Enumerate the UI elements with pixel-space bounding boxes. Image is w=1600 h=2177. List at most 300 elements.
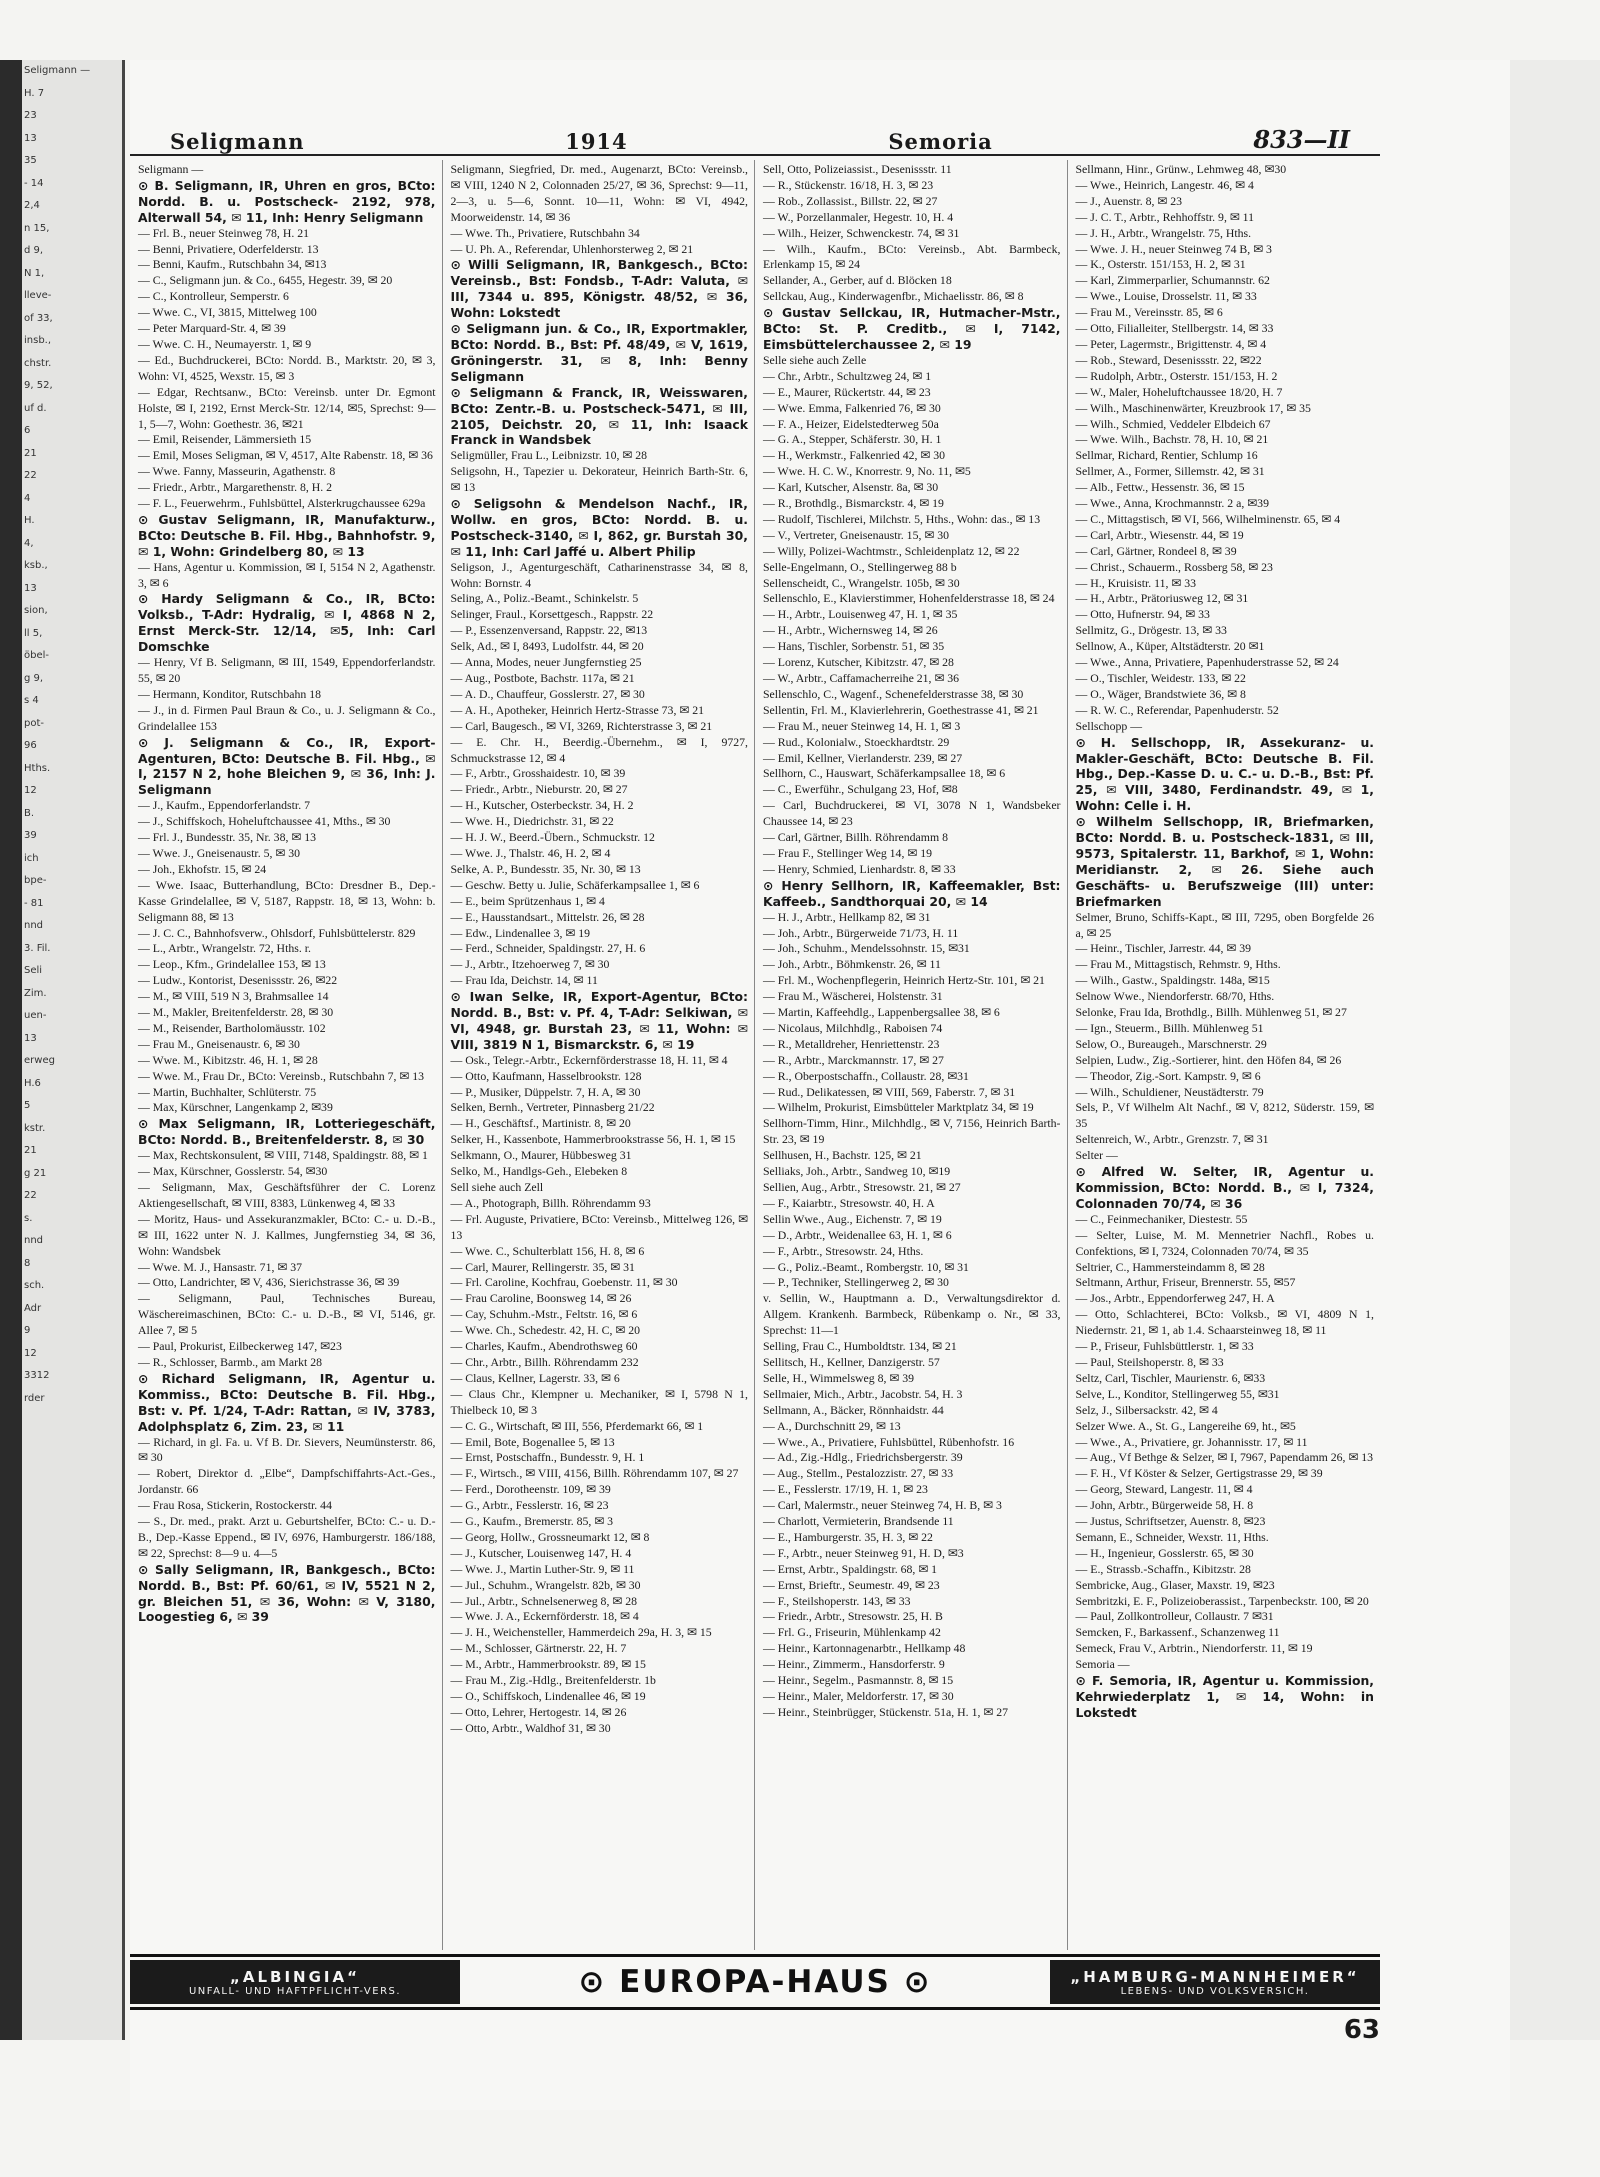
- left-page-fragment: bpe-: [24, 875, 47, 886]
- directory-entry: — Claus, Kellner, Lagerstr. 33, ✉ 6: [450, 1370, 620, 1385]
- directory-entry: — V., Vertreter, Gneisenaustr. 15, ✉ 30: [763, 527, 950, 542]
- header-year: 1914: [565, 129, 628, 154]
- directory-entry: — Heinr., Kartonnagenarbtr., Hellkamp 48: [763, 1641, 966, 1656]
- directory-entry: — Jul., Arbtr., Schnelsenerweg 8, ✉ 28: [450, 1593, 637, 1608]
- directory-entry: — Ferd., Dorotheenstr. 109, ✉ 39: [450, 1482, 611, 1497]
- directory-entry: — L., Arbtr., Wrangelstr. 72, Hths. r.: [138, 941, 311, 956]
- directory-entry: Selle, H., Wimmelsweg 8, ✉ 39: [763, 1370, 915, 1385]
- directory-entry: — E. Chr. H., Beerdig.-Übernehm., ✉ I, 9727, Schmuckstrasse 12, ✉ 4: [450, 734, 748, 765]
- directory-entry: — H., Kruisistr. 11, ✉ 33: [1075, 575, 1197, 590]
- directory-entry: Sellentin, Frl. M., Klavierlehrerin, Goethestrasse 41, ✉ 21: [763, 702, 1039, 717]
- left-page-fragment: - 81: [24, 897, 44, 909]
- directory-entry: Sellmer, A., Former, Sillemstr. 42, ✉ 31: [1075, 464, 1265, 479]
- directory-entry: Sellschopp —: [1075, 718, 1143, 733]
- directory-entry: — Wilh., Gastw., Spaldingstr. 148a, ✉15: [1075, 973, 1270, 988]
- directory-entry: — Rudolph, Arbtr., Osterstr. 151/153, H. 2: [1075, 368, 1278, 383]
- directory-entry: Sellckau, Aug., Kinderwagenfbr., Michaelisstr. 86, ✉ 8: [763, 289, 1024, 304]
- directory-entry: — H., Werkmstr., Falkenried 42, ✉ 30: [763, 448, 946, 463]
- directory-entry: Selinger, Fraul., Korsettgesch., Rappstr. 22: [450, 607, 654, 622]
- directory-entry: — W., Maler, Hoheluftchaussee 18/20, H. 7: [1075, 384, 1283, 399]
- directory-entry: — Wwe. M. J., Hansastr. 71, ✉ 37: [138, 1259, 302, 1274]
- directory-entry: Selzer Wwe. A., St. G., Langereihe 69, ht., ✉5: [1075, 1418, 1296, 1433]
- directory-entry: — Wwe. H. C. W., Knorrestr. 9, No. 11, ✉5: [763, 464, 971, 479]
- left-page-fragment: 13: [24, 582, 37, 594]
- left-page-fragment: Adr: [24, 1302, 42, 1314]
- left-page-fragment: 9: [24, 1325, 31, 1336]
- directory-entry: — Wwe., Anna, Krochmannstr. 2 a, ✉39: [1075, 496, 1269, 511]
- directory-entry: — O., Tischler, Weidestr. 133, ✉ 22: [1075, 671, 1246, 685]
- directory-entry: ⊙ B. Seligmann, IR, Uhren en gros, BCto: Nordd. B. u. Postscheck- 2192, 978, Alterwall 54, ✉ 11, Inh: Henry Seligmann: [138, 177, 436, 225]
- directory-entry: — Wwe. C., Schulterblatt 156, H. 8, ✉ 6: [450, 1243, 645, 1258]
- directory-entry: — J., Kaufm., Eppendorferlandstr. 7: [138, 798, 310, 813]
- directory-entry: — H., Geschäftsf., Martinistr. 8, ✉ 20: [450, 1116, 631, 1131]
- directory-entry: — J. C. C., Bahnhofsverw., Ohlsdorf, Fuhlsbüttelerstr. 829: [138, 925, 416, 940]
- left-page-fragment: 12: [24, 1347, 37, 1359]
- directory-entry: — Joh., Ekhofstr. 15, ✉ 24: [138, 861, 267, 876]
- directory-entry: — Wwe. Emma, Falkenried 76, ✉ 30: [763, 400, 941, 415]
- directory-entry: — Edw., Lindenallee 3, ✉ 19: [450, 925, 591, 940]
- left-page-fragment: 35: [24, 155, 37, 166]
- directory-entry: — H., Arbtr., Wichernsweg 14, ✉ 26: [763, 623, 938, 638]
- directory-entry: — E., Fesslerstr. 17/19, H. 1, ✉ 23: [763, 1482, 928, 1497]
- directory-entry: — M., Arbtr., Hammerbrookstr. 89, ✉ 15: [450, 1657, 646, 1672]
- left-page-fragment: nnd: [24, 920, 44, 931]
- directory-entry: — Frau Ida, Deichstr. 14, ✉ 11: [450, 973, 598, 988]
- directory-entry: Selken, Bernh., Vertreter, Pinnasberg 21/22: [450, 1100, 655, 1115]
- column-4: [1068, 160, 1381, 1950]
- directory-entry: — P., Essenzenversand, Rappstr. 22, ✉13: [450, 623, 648, 638]
- left-page-fragment: 13: [24, 1032, 37, 1044]
- directory-entry: — H., Ingenieur, Gosslerstr. 65, ✉ 30: [1075, 1545, 1254, 1560]
- directory-entry: — Frl. Auguste, Privatiere, BCto: Vereinsb., Mittelweg 126, ✉ 13: [450, 1211, 748, 1242]
- directory-entry: — G. A., Stepper, Schäferstr. 30, H. 1: [763, 432, 942, 447]
- ad-albingia-tagline: UNFALL- UND HAFTPFLICHT-VERS.: [188, 1985, 402, 1997]
- directory-entry: — G., Poliz.-Beamt., Rombergstr. 10, ✉ 31: [763, 1259, 969, 1274]
- directory-entry: — Charles, Kaufm., Abendrothsweg 60: [450, 1339, 638, 1354]
- directory-entry: — Otto, Schlachterei, BCto: Volksb., ✉ VI, 4809 N 1, Niedernstr. 21, ✉ 1, ab 1.4. Schaarsteinweg 18, ✉ 11: [1075, 1307, 1374, 1338]
- left-page-fragment: 2,4: [24, 200, 40, 211]
- directory-entry: — J. H., Weichensteller, Hammerdeich 29a, H. 3, ✉ 15: [450, 1625, 712, 1640]
- directory-entry: — Emil, Moses Seligman, ✉ V, 4517, Alte Rabenstr. 18, ✉ 36: [138, 448, 433, 463]
- directory-entry: — Henry, Vf B. Seligmann, ✉ III, 1549, Eppendorferlandstr. 55, ✉ 20: [138, 655, 436, 685]
- directory-entry: — C., Ewerführ., Schulgang 23, Hof, ✉8: [763, 782, 958, 797]
- directory-entry: — F. A., Heizer, Eidelstedterweg 50a: [763, 416, 939, 431]
- directory-entry: Selter —: [1075, 1148, 1118, 1163]
- directory-entry: Seltenreich, W., Arbtr., Grenzstr. 7, ✉ 31: [1075, 1132, 1269, 1147]
- directory-entry: — Ludw., Kontorist, Desenissstr. 26, ✉22: [138, 973, 338, 988]
- directory-entry: Sellien, Aug., Arbtr., Stresowstr. 21, ✉ 27: [763, 1180, 961, 1194]
- directory-entry: — Aug., Stellm., Pestalozzistr. 27, ✉ 33: [763, 1466, 954, 1481]
- directory-entry: Sellhorn, C., Hauswart, Schäferkampsallee 18, ✉ 6: [763, 766, 1006, 781]
- directory-entry: — Leop., Kfm., Grindelallee 153, ✉ 13: [138, 957, 326, 972]
- directory-entry: — Max, Kürschner, Gosslerstr. 54, ✉30: [138, 1164, 328, 1179]
- directory-entry: — Wwe. J., Martin Luther-Str. 9, ✉ 11: [450, 1561, 635, 1576]
- directory-entry: — Georg, Steward, Langestr. 11, ✉ 4: [1075, 1482, 1253, 1497]
- directory-entry: Seltrier, C., Hammersteindamm 8, ✉ 28: [1075, 1259, 1265, 1274]
- directory-entry: — Ign., Steuerm., Billh. Mühlenweg 51: [1075, 1020, 1264, 1035]
- directory-entry: — Edgar, Rechtsanw., BCto: Vereinsb. unter Dr. Egmont Holste, ✉ I, 2192, Ernst Merck-Str. 12/14, ✉5, Sprechst: 9—1, 5—7, Wohn: Goethestr. 36, ✉21: [138, 384, 436, 431]
- directory-entry: Selk, Ad., ✉ I, 8493, Ludolfstr. 44, ✉ 20: [450, 639, 644, 654]
- directory-entry: Selpien, Ludw., Zig.-Sortierer, hint. den Höfen 84, ✉ 26: [1075, 1052, 1342, 1067]
- directory-entry: — M., Schlosser, Gärtnerstr. 22, H. 7: [450, 1641, 627, 1656]
- directory-entry: — Rob., Zollassist., Billstr. 22, ✉ 27: [763, 193, 938, 208]
- directory-entry: — J. C. T., Arbtr., Rehhoffstr. 9, ✉ 11: [1075, 209, 1255, 224]
- directory-entry: Sellenschlo, E., Klavierstimmer, Hohenfelderstrasse 18, ✉ 24: [763, 591, 1055, 606]
- directory-entry: — Wilh., Maschinenwärter, Kreuzbrook 17, ✉ 35: [1075, 400, 1311, 415]
- directory-entry: v. Sellin, W., Hauptmann a. D., Verwaltungsdirektor d. Allgem. Krankenh. Barmbeck, Rübenkamp o. Nr., ✉ 33, Sprechst: 11—1: [763, 1291, 1061, 1338]
- left-page-fragment: g 21: [24, 1167, 47, 1179]
- ad-albingia-name: „ALBINGIA“: [230, 1967, 360, 1986]
- directory-entry: ⊙ Henry Sellhorn, IR, Kaffeemakler, Bst: Kaffeeb., Sandthorquai 20, ✉ 14: [763, 877, 1061, 909]
- directory-entry: — Wilh., Heizer, Schwenckestr. 74, ✉ 31: [763, 225, 960, 240]
- directory-entry: — Heinr., Maler, Meldorferstr. 17, ✉ 30: [763, 1689, 954, 1703]
- directory-entry: — J., Schiffskoch, Hoheluftchaussee 41, Mths., ✉ 30: [138, 814, 391, 829]
- left-page-fragment: sch.: [24, 1280, 45, 1291]
- directory-entry: — Hermann, Konditor, Rutschbahn 18: [138, 686, 322, 701]
- left-page-fragment: insb.,: [24, 335, 52, 346]
- left-page-fragment: 12: [24, 785, 37, 796]
- directory-entry: — Frau Caroline, Boonsweg 14, ✉ 26: [450, 1291, 632, 1306]
- directory-entry: — J., Arbtr., Itzehoerweg 7, ✉ 30: [450, 957, 610, 972]
- left-page-fragment: 96: [24, 740, 37, 751]
- ad-hamburg-mannheimer-name: „HAMBURG-MANNHEIMER“: [1070, 1967, 1360, 1986]
- directory-entry: Sell siehe auch Zell: [450, 1180, 544, 1194]
- directory-entry: — E., Hausstandsart., Mittelstr. 26, ✉ 28: [450, 909, 645, 924]
- left-page-fragment: of 33,: [24, 312, 53, 324]
- directory-entry: — Emil, Kellner, Vierlanderstr. 239, ✉ 27: [763, 750, 963, 765]
- directory-entry: — Carl, Buchdruckerei, ✉ VI, 3078 N 1, Wandsbeker Chaussee 14, ✉ 23: [763, 798, 1061, 829]
- directory-entry: — Ernst, Arbtr., Spaldingstr. 68, ✉ 1: [763, 1561, 938, 1576]
- directory-entry: ⊙ Hardy Seligmann & Co., IR, BCto: Volksb., T-Adr: Hydralig, ✉ I, 4868 N 2, Ernst Merck-Str. 12/14, ✉5, Inh: Carl Domschke: [138, 591, 436, 655]
- left-page-fragment: d 9,: [24, 245, 44, 256]
- directory-entry: — W., Porzellanmaler, Hegestr. 10, H. 4: [763, 209, 954, 224]
- directory-entry: — F., Wirtsch., ✉ VIII, 4156, Billh. Röhrendamm 107, ✉ 27: [450, 1466, 739, 1481]
- running-header: [130, 122, 1380, 156]
- directory-entry: — Cay, Schuhm.-Mstr., Feltstr. 16, ✉ 6: [450, 1307, 638, 1322]
- left-page-fragment: 6: [24, 425, 31, 436]
- directory-entry: — C. G., Wirtschaft, ✉ III, 556, Pferdemarkt 66, ✉ 1: [450, 1418, 704, 1433]
- right-margin: [1510, 60, 1600, 2040]
- left-page-fragment: pot-: [24, 717, 44, 729]
- directory-entry: — Wwe. J. A., Eckernförderstr. 18, ✉ 4: [450, 1609, 639, 1624]
- directory-entry: — Frl. Caroline, Kochfrau, Goebenstr. 11, ✉ 30: [450, 1275, 678, 1290]
- directory-entry: — Karl, Zimmerparlier, Schumannstr. 62: [1075, 273, 1270, 288]
- directory-entry: — R. W. C., Referendar, Papenhuderstr. 52: [1075, 702, 1279, 717]
- directory-entry: — E., Strassb.-Schaffn., Kibitzstr. 28: [1075, 1561, 1251, 1576]
- directory-entry: — W., Arbtr., Caffamacherreihe 21, ✉ 36: [763, 671, 960, 685]
- directory-entry: — Jos., Arbtr., Eppendorferweg 247, H. A: [1075, 1291, 1275, 1306]
- directory-entry: — Rob., Steward, Desenissstr. 22, ✉22: [1075, 352, 1262, 367]
- left-page-fragment: B.: [24, 807, 35, 819]
- directory-entry: Sellnow, A., Küper, Altstädterstr. 20 ✉1: [1075, 639, 1265, 654]
- directory-entry: — Frau F., Stellinger Weg 14, ✉ 19: [763, 845, 932, 860]
- directory-entry: Sellhusen, H., Bachstr. 125, ✉ 21: [763, 1148, 922, 1163]
- left-page-fragment: ich: [24, 852, 39, 864]
- directory-entry: — A. H., Apotheker, Heinrich Hertz-Strasse 73, ✉ 21: [450, 702, 704, 717]
- left-page-fragment: Zim.: [24, 987, 47, 999]
- directory-entry: — Otto, Hufnerstr. 94, ✉ 33: [1075, 607, 1210, 622]
- directory-entry: — Hans, Agentur u. Kommission, ✉ I, 5154 N 2, Agathenstr. 3, ✉ 6: [138, 559, 436, 590]
- directory-entry: — C., Seligmann jun. & Co., 6455, Hegestr. 39, ✉ 20: [138, 273, 393, 288]
- directory-entry: — Justus, Schriftsetzer, Auenstr. 8, ✉23: [1075, 1514, 1266, 1529]
- directory-entry: Selonke, Frau Ida, Brothdlg., Billh. Mühlenweg 51, ✉ 27: [1075, 1005, 1347, 1020]
- left-page-fragment: 4: [24, 492, 31, 504]
- directory-entry: — Wwe. M., Kibitzstr. 46, H. 1, ✉ 28: [138, 1052, 318, 1067]
- directory-entry: Sellmann, Hinr., Grünw., Lehmweg 48, ✉30: [1075, 162, 1287, 176]
- directory-entry: ⊙ Gustav Seligmann, IR, Manufakturw., BCto: Deutsche B. Fil. Hbg., Bahnhofstr. 9, ✉ 1, Wohn: Grindelberg 80, ✉ 13: [138, 511, 436, 559]
- directory-entry: Semann, E., Schneider, Wexstr. 11, Hths.: [1075, 1529, 1269, 1544]
- directory-entry: — Martin, Kaffeehdlg., Lappenbergsallee 38, ✉ 6: [763, 1005, 1000, 1020]
- directory-entry: — Otto, Arbtr., Waldhof 31, ✉ 30: [450, 1720, 611, 1735]
- left-page-fragment: H. 7: [24, 87, 45, 99]
- directory-entry: — Otto, Filialleiter, Stellbergstr. 14, ✉ 33: [1075, 321, 1274, 336]
- directory-entry: — Carl, Maurer, Rellingerstr. 35, ✉ 31: [450, 1259, 635, 1274]
- directory-entry: — Heinr., Zimmerm., Hansdorferstr. 9: [763, 1657, 945, 1672]
- directory-entry: ⊙ F. Semoria, IR, Agentur u. Kommission, Kehrwiederplatz 1, ✉ 14, Wohn: in Lokstedt: [1075, 1673, 1374, 1720]
- directory-entry: — A., Durchschnitt 29, ✉ 13: [763, 1418, 901, 1433]
- directory-entry: Selve, L., Konditor, Stellingerweg 55, ✉31: [1075, 1386, 1280, 1401]
- directory-entry: ⊙ Max Seligmann, IR, Lotteriegeschäft, BCto: Nordd. B., Breitenfelderstr. 8, ✉ 30: [138, 1116, 436, 1148]
- directory-entry: — Chr., Arbtr., Billh. Röhrendamm 232: [450, 1354, 639, 1369]
- directory-entry: Selker, H., Kassenbote, Hammerbrookstrasse 56, H. 1, ✉ 15: [450, 1132, 736, 1147]
- directory-entry: — R., Arbtr., Marckmannstr. 17, ✉ 27: [763, 1052, 944, 1067]
- directory-entry: — A., Photograph, Billh. Röhrendamm 93: [450, 1195, 651, 1210]
- directory-entry: — O., Wäger, Brandstwiete 36, ✉ 8: [1075, 686, 1246, 701]
- directory-entry: — Wwe. J., Gneisenaustr. 5, ✉ 30: [138, 845, 301, 860]
- directory-entry: — Ernst, Postschaffn., Bundesstr. 9, H. 1: [450, 1450, 645, 1465]
- directory-entry: — Lorenz, Kutscher, Kibitzstr. 47, ✉ 28: [763, 655, 954, 670]
- left-page-fragment: 22: [24, 1190, 37, 1201]
- directory-entry: — Frl. M., Wochenpflegerin, Heinrich Hertz-Str. 101, ✉ 21: [763, 973, 1045, 988]
- directory-entry: Seltmann, Arthur, Friseur, Brennerstr. 55, ✉57: [1075, 1275, 1296, 1290]
- column-2: [443, 160, 756, 1950]
- directory-entry: — Frau M., Vereinsstr. 85, ✉ 6: [1075, 305, 1223, 320]
- directory-entry: — Frau M., Zig.-Hdlg., Breitenfelderstr. 1b: [450, 1673, 656, 1688]
- directory-entry: — Wwe. Ch., Schedestr. 42, H. C, ✉ 20: [450, 1323, 641, 1338]
- directory-entry: — Heinr., Segelm., Pasmannstr. 8, ✉ 15: [763, 1673, 954, 1688]
- left-page-fragment: uen-: [24, 1010, 47, 1021]
- directory-columns: [130, 160, 1380, 1950]
- directory-entry: Sellenschlo, C., Wagenf., Schenefelderstrasse 38, ✉ 30: [763, 686, 1024, 701]
- directory-entry: Seligson, J., Agenturgeschäft, Catharinenstrasse 34, ✉ 8, Wohn: Bornstr. 4: [450, 559, 748, 590]
- directory-entry: — Heinr., Steinbrügger, Stückenstr. 51a, H. 1, ✉ 27: [763, 1704, 1008, 1719]
- directory-entry: Semoria —: [1075, 1657, 1130, 1672]
- directory-entry: — F., Kaiarbtr., Stresowstr. 40, H. A: [763, 1195, 935, 1210]
- directory-entry: — Ed., Buchdruckerei, BCto: Nordd. B., Marktstr. 20, ✉ 3, Wohn: VI, 4525, Wexstr. 15, ✉ 3: [138, 352, 436, 383]
- directory-entry: — Wilhelm, Prokurist, Eimsbütteler Marktplatz 34, ✉ 19: [763, 1100, 1034, 1115]
- left-page-fragment: Seligmann —: [24, 65, 91, 76]
- directory-entry: — Frau Rosa, Stickerin, Rostockerstr. 44: [138, 1498, 332, 1513]
- directory-entry: — E., Hamburgerstr. 35, H. 3, ✉ 22: [763, 1529, 933, 1544]
- directory-entry: — Paul, Steilshoperstr. 8, ✉ 33: [1075, 1354, 1224, 1369]
- left-page-fragment: chstr.: [24, 357, 52, 369]
- directory-entry: — Rud., Kolonialw., Stoeckhardtstr. 29: [763, 734, 950, 749]
- left-page-fragment: lleve-: [24, 290, 52, 301]
- directory-entry: Sembritzki, E. F., Polizeioberassist., Tarpenbeckstr. 100, ✉ 20: [1075, 1593, 1369, 1608]
- directory-entry: Sels, P., Vf Wilhelm Alt Nachf., ✉ V, 8212, Süderstr. 159, ✉ 35: [1075, 1100, 1374, 1131]
- directory-entry: ⊙ Gustav Sellckau, IR, Hutmacher-Mstr., BCto: St. P. Creditb., ✉ I, 7142, Eimsbüttelerchaussee 2, ✉ 19: [763, 305, 1061, 352]
- directory-entry: — Karl, Kutscher, Alsenstr. 8a, ✉ 30: [763, 480, 939, 495]
- directory-entry: — P., Musiker, Düppelstr. 7, H. A, ✉ 30: [450, 1084, 641, 1099]
- left-page-fragment: 13: [24, 132, 37, 144]
- left-page-fragment: s 4: [24, 695, 39, 706]
- directory-entry: — Peter, Lagermstr., Brigittenstr. 4, ✉ 4: [1075, 336, 1267, 351]
- directory-entry: — Chr., Arbtr., Schultzweg 24, ✉ 1: [763, 368, 932, 383]
- directory-entry: — Georg, Hollw., Grossneumarkt 12, ✉ 8: [450, 1529, 650, 1544]
- directory-entry: — Emil, Reisender, Lämmersieth 15: [138, 432, 312, 447]
- directory-entry: — C., Mittagstisch, ✉ VI, 566, Wilhelminenstr. 65, ✉ 4: [1075, 511, 1341, 526]
- directory-entry: — Emil, Bote, Bogenallee 5, ✉ 13: [450, 1434, 615, 1449]
- directory-entry: — Frau M., Mittagstisch, Rehmstr. 9, Hths.: [1075, 957, 1281, 972]
- directory-entry: — Claus Chr., Klempner u. Mechaniker, ✉ I, 5798 N 1, Thielbeck 10, ✉ 3: [450, 1386, 748, 1417]
- directory-entry: — E., Maurer, Rückertstr. 44, ✉ 23: [763, 384, 931, 399]
- directory-entry: — Richard, in gl. Fa. u. Vf B. Dr. Sievers, Neumünsterstr. 86, ✉ 30: [138, 1434, 436, 1465]
- directory-entry: — Peter Marquard-Str. 4, ✉ 39: [138, 321, 286, 336]
- directory-entry: — Selter, Luise, M. M. Mennetrier Nachfl., Robes u. Confektions, ✉ I, 7324, Colonnaden 70/74, ✉ 35: [1075, 1227, 1374, 1258]
- directory-entry: Sellhorn-Timm, Hinr., Milchhdlg., ✉ V, 7156, Heinrich Barth-Str. 23, ✉ 19: [763, 1116, 1061, 1147]
- directory-entry: — Frl. B., neuer Steinweg 78, H. 21: [138, 225, 310, 240]
- directory-entry: — Hans, Tischler, Sorbenstr. 51, ✉ 35: [763, 639, 945, 654]
- directory-entry: — Joh., Arbtr., Böhmkenstr. 26, ✉ 11: [763, 957, 941, 972]
- directory-entry: — Christ., Schauerm., Rossberg 58, ✉ 23: [1075, 559, 1273, 574]
- directory-entry: — F., Arbtr., Stresowstr. 24, Hths.: [763, 1243, 924, 1258]
- left-page-fragment: Seli: [24, 965, 43, 976]
- left-page-fragment: 5: [24, 1100, 31, 1111]
- directory-entry: — Ernst, Brieftr., Seumestr. 49, ✉ 23: [763, 1577, 940, 1592]
- left-page-fragment: ksb.,: [24, 560, 48, 571]
- left-page-fragment: 8: [24, 1257, 31, 1269]
- left-page-fragment: erweg: [24, 1055, 55, 1066]
- directory-entry: ⊙ J. Seligmann & Co., IR, Export-Agenturen, BCto: Deutsche B. Fil. Hbg., ✉ I, 2157 N 2, hohe Bleichen 9, ✉ 36, Inh: J. Seligmann: [138, 734, 436, 798]
- left-page-fragment: H.: [24, 515, 35, 526]
- left-page-fragment: - 14: [24, 177, 44, 189]
- directory-entry: Sellmann, A., Bäcker, Rönnhaidstr. 44: [763, 1402, 944, 1417]
- left-page-fragment: N 1,: [24, 267, 45, 279]
- directory-entry: — Joh., Schuhm., Mendelssohnstr. 15, ✉31: [763, 941, 970, 956]
- left-page-fragment: kstr.: [24, 1122, 46, 1134]
- directory-entry: — Wwe. Isaac, Butterhandlung, BCto: Dresdner B., Dep.-Kasse Grindelallee, ✉ V, 5187, Rappstr. 18, ✉ 13, Wohn: b. Seligmann 88, ✉ 13: [138, 877, 436, 924]
- column-1: [130, 160, 443, 1950]
- directory-entry: — Jul., Schuhm., Wrangelstr. 82b, ✉ 30: [450, 1577, 641, 1592]
- directory-entry: — Frau M., neuer Steinweg 14, H. 1, ✉ 3: [763, 718, 961, 733]
- directory-entry: — Frl. J., Bundesstr. 35, Nr. 38, ✉ 13: [138, 830, 317, 845]
- directory-entry: Selow, O., Bureaugeh., Marschnerstr. 29: [1075, 1036, 1267, 1051]
- directory-entry: — Alb., Fettw., Hessenstr. 36, ✉ 15: [1075, 480, 1245, 495]
- directory-entry: — Wilh., Kaufm., BCto: Vereinsb., Abt. Barmbeck, Erlenkamp 15, ✉ 24: [763, 241, 1061, 272]
- directory-page: [130, 60, 1510, 2110]
- directory-entry: Sell, Otto, Polizeiassist., Desenissstr. 11: [763, 162, 952, 176]
- directory-entry: — Otto, Landrichter, ✉ V, 436, Sierichstrasse 36, ✉ 39: [138, 1275, 400, 1290]
- directory-entry: — Robert, Direktor d. „Elbe“, Dampfschiffahrts-Act.-Ges., Jordanstr. 66: [138, 1466, 436, 1497]
- directory-entry: — Carl, Baugesch., ✉ VI, 3269, Richterstrasse 3, ✉ 21: [450, 718, 713, 733]
- left-page-fragment: öbel-: [24, 650, 50, 661]
- directory-entry: — Otto, Kaufmann, Hasselbrookstr. 128: [450, 1068, 642, 1083]
- left-page-fragment: n 15,: [24, 222, 50, 234]
- directory-entry: — J., Auenstr. 8, ✉ 23: [1075, 193, 1183, 208]
- directory-entry: — Seligmann, Paul, Technisches Bureau, Wäschereimaschinen, BCto: C.- u. D.-B., ✉ VI, 5146, gr. Allee 7, ✉ 5: [138, 1291, 436, 1338]
- directory-entry: ⊙ H. Sellschopp, IR, Assekuranz- u. Makler-Geschäft, BCto: Deutsche B. Fil. Hbg., Dep.-Kasse D. u. C.- u. D.-B., Bst: Pf. 25, ✉ VIII, 3480, Ferdinandstr. 49, ✉ 1, Wohn: Celle i. H.: [1075, 734, 1374, 814]
- directory-entry: ⊙ Sally Seligmann, IR, Bankgesch., BCto: Nordd. B., Bst: Pf. 60/61, ✉ IV, 5521 N 2, gr. Bleichen 51, ✉ 36, Wohn: ✉ V, 3180, Loogestieg 6, ✉ 39: [138, 1561, 436, 1625]
- directory-entry: — F., Arbtr., neuer Steinweg 91, H. D, ✉3: [763, 1545, 964, 1560]
- directory-entry: — F. L., Feuerwehrm., Fuhlsbüttel, Alsterkrugchaussee 629a: [138, 496, 426, 511]
- directory-entry: — D., Arbtr., Weidenallee 63, H. 1, ✉ 6: [763, 1227, 952, 1242]
- directory-entry: — P., Friseur, Fuhlsbüttlerstr. 1, ✉ 33: [1075, 1339, 1254, 1354]
- directory-entry: — Henry, Schmied, Lienhardstr. 8, ✉ 33: [763, 861, 956, 876]
- page-number: 833—II: [1253, 125, 1350, 154]
- directory-entry: — Moritz, Haus- und Assekuranzmakler, BCto: C.- u. D.-B., ✉ III, 1622 unter N. J. Kallmes, Jungfernstieg 34, ✉ 36, Wohn: Wandsbek: [138, 1211, 436, 1258]
- directory-entry: — Heinr., Tischler, Jarrestr. 44, ✉ 39: [1075, 941, 1252, 956]
- left-page-fragment: nnd: [24, 1235, 44, 1246]
- directory-entry: — Wwe. H., Diedrichstr. 31, ✉ 22: [450, 814, 614, 829]
- directory-entry: — Joh., Arbtr., Bürgerweide 71/73, H. 11: [763, 925, 959, 940]
- directory-entry: — Friedr., Arbtr., Nieburstr. 20, ✉ 27: [450, 782, 628, 797]
- directory-entry: — A. D., Chauffeur, Gosslerstr. 27, ✉ 30: [450, 686, 645, 701]
- directory-entry: — H., Arbtr., Louisenweg 47, H. 1, ✉ 35: [763, 607, 958, 622]
- left-page-fragment: 39: [24, 830, 37, 841]
- directory-entry: — G., Arbtr., Fesslerstr. 16, ✉ 23: [450, 1498, 609, 1513]
- left-page-edge: [22, 60, 125, 2040]
- directory-entry: — P., Techniker, Stellingerweg 2, ✉ 30: [763, 1275, 949, 1290]
- left-page-fragment: ll 5,: [24, 627, 43, 639]
- directory-entry: Sellitsch, H., Kellner, Danzigerstr. 57: [763, 1354, 940, 1369]
- directory-entry: — Carl, Arbtr., Wiesenstr. 44, ✉ 19: [1075, 527, 1244, 542]
- directory-entry: — R., Schlosser, Barmb., am Markt 28: [138, 1354, 322, 1369]
- directory-entry: — Wwe., Heinrich, Langestr. 46, ✉ 4: [1075, 177, 1254, 192]
- directory-entry: — Otto, Lehrer, Hertogestr. 14, ✉ 26: [450, 1704, 627, 1719]
- left-page-fragment: 23: [24, 110, 37, 121]
- directory-entry: Sembricke, Aug., Glaser, Maxstr. 19, ✉23: [1075, 1577, 1275, 1592]
- directory-entry: — Wilh., Schuldiener, Neustädterstr. 79: [1075, 1084, 1264, 1099]
- left-page-fragment: 3312: [24, 1370, 50, 1381]
- directory-entry: — M., ✉ VIII, 519 N 3, Brahmsallee 14: [138, 989, 329, 1004]
- directory-entry: Seligsohn, H., Tapezier u. Dekorateur, Heinrich Barth-Str. 6, ✉ 13: [450, 464, 748, 495]
- directory-entry: — Ferd., Schneider, Spaldingstr. 27, H. 6: [450, 941, 646, 956]
- directory-entry: — Friedr., Arbtr., Margarethenstr. 8, H. 2: [138, 480, 333, 495]
- directory-entry: — J. H., Arbtr., Wrangelstr. 75, Hths.: [1075, 225, 1252, 240]
- directory-entry: — Charlott, Vermieterin, Brandsende 11: [763, 1514, 954, 1529]
- directory-entry: — Wwe. J. H., neuer Steinweg 74 B, ✉ 3: [1075, 241, 1272, 256]
- directory-entry: Selle-Engelmann, O., Stellingerweg 88 b: [763, 559, 957, 574]
- directory-entry: — J., Kutscher, Louisenweg 147, H. 4: [450, 1545, 632, 1560]
- directory-entry: — K., Osterstr. 151/153, H. 2, ✉ 31: [1075, 257, 1246, 272]
- directory-entry: — Wwe. C. H., Neumayerstr. 1, ✉ 9: [138, 336, 312, 351]
- directory-entry: — R., Brothdlg., Bismarckstr. 4, ✉ 19: [763, 496, 944, 511]
- directory-entry: — Max, Kürschner, Langenkamp 2, ✉39: [138, 1100, 333, 1115]
- directory-entry: — Osk., Telegr.-Arbtr., Eckernförderstrasse 18, H. 11, ✉ 4: [450, 1052, 728, 1067]
- directory-entry: — Benni, Kaufm., Rutschbahn 34, ✉13: [138, 257, 327, 272]
- directory-entry: — Rudolf, Tischlerei, Milchstr. 5, Hths., Wohn: das., ✉ 13: [763, 511, 1041, 526]
- directory-entry: — Wilh., Schmied, Veddeler Elbdeich 67: [1075, 416, 1271, 431]
- directory-entry: — G., Kaufm., Bremerstr. 85, ✉ 3: [450, 1514, 614, 1529]
- directory-entry: — M., Reisender, Bartholomäusstr. 102: [138, 1020, 326, 1035]
- directory-entry: — S., Dr. med., prakt. Arzt u. Geburtshelfer, BCto: C.- u. D.-B., Dep.-Kasse Eppend., ✉ IV, 6976, Hamburgerstr. 186/188, ✉ 22, Sprechst: 8—9 u. 4—5: [138, 1514, 436, 1560]
- directory-entry: Sellenscheidt, C., Wrangelstr. 105b, ✉ 30: [763, 575, 960, 590]
- directory-entry: Sellin Wwe., Aug., Eichenstr. 7, ✉ 19: [763, 1211, 942, 1226]
- left-page-fragment: uf d.: [24, 402, 47, 414]
- directory-entry: — C., Feinmechaniker, Diestestr. 55: [1075, 1211, 1248, 1226]
- left-page-fragment: 21: [24, 447, 37, 459]
- directory-entry: — Martin, Buchhalter, Schlüterstr. 75: [138, 1084, 317, 1099]
- directory-entry: ⊙ Seligmann jun. & Co., IR, Exportmakler, BCto: Nordd. B., Bst: Pf. 48/49, ✉ V, 1619, Gröningerstr. 31, ✉ 8, Inh: Benny Seligmann: [450, 321, 748, 384]
- directory-entry: — C., Kontrolleur, Semperstr. 6: [138, 289, 289, 304]
- directory-entry: — Friedr., Arbtr., Stresowstr. 25, H. B: [763, 1609, 943, 1624]
- directory-entry: — Willy, Polizei-Wachtmstr., Schleidenplatz 12, ✉ 22: [763, 543, 1020, 558]
- directory-entry: Sellmitz, G., Drögestr. 13, ✉ 33: [1075, 623, 1227, 638]
- folio-number: 63: [1343, 2015, 1380, 2045]
- directory-entry: Selko, M., Handlgs-Geh., Elebeken 8: [450, 1164, 628, 1179]
- directory-entry: — H. J., Arbtr., Hellkamp 82, ✉ 31: [763, 909, 931, 924]
- directory-entry: Selnow Wwe., Niendorferstr. 68/70, Hths.: [1075, 989, 1275, 1004]
